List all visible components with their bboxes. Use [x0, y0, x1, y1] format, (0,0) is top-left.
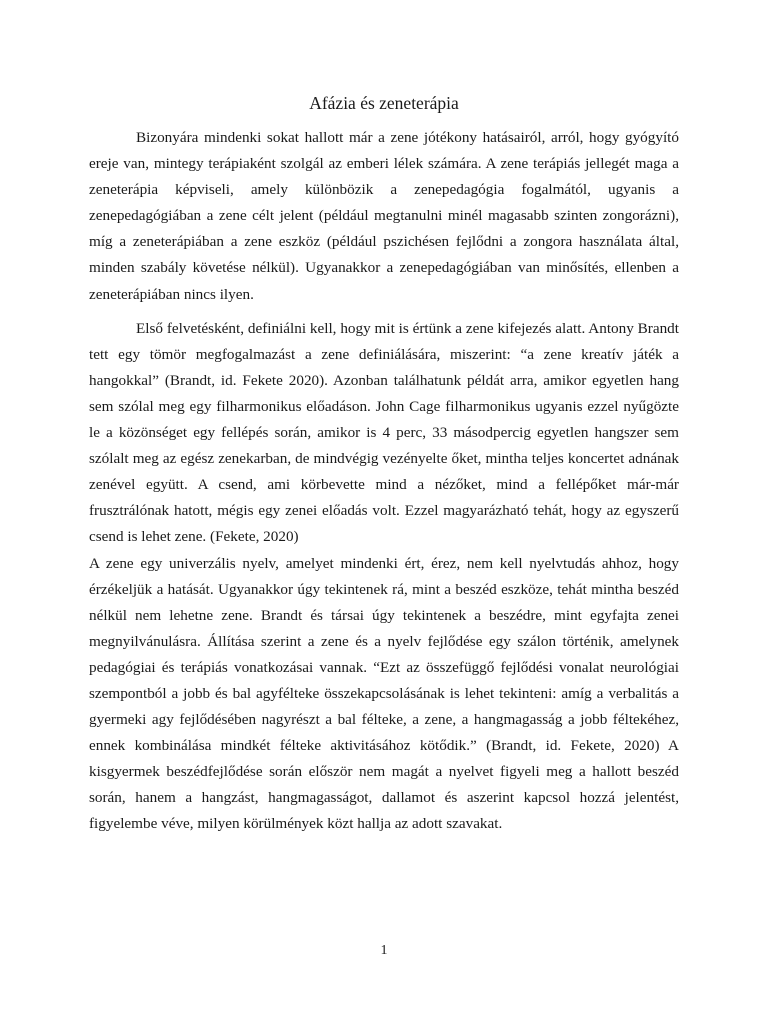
document-title: Afázia és zeneterápia	[309, 93, 459, 113]
paragraph-language: A zene egy univerzális nyelv, amelyet mindenki ért, érez, nem kell nyelvtudás ahhoz, hogy érzékeljük a hatását. Ugyanakkor úgy tekintenek rá, mint a beszéd eszköze, tehát mintha beszéd nélkül nem lehetne zene. Brandt és társai úgy tekintenek a beszédre, mint egyfajta zenei megnyilvánulásra. Állítása szerint a zene és a nyelv fejlődése egy szálon történik, amelynek pedagógiai és terápiás vonatkozásai vannak. “Ezt az összefüggő fejlődési vonalat neurológiai szempontból a jobb és bal agyfélteke összekapcsolásának is lehet tekinteni: amíg a verbalitás a gyermeki agy fejlődésében nagyrészt a bal félteke, a zene, a hangmagasság a jobb féltekéhez, ennek kombinálása mindkét félteke aktivitásához kötődik.” (Brandt, id. Fekete, 2020) A kisgyermek beszédfejlődése során először nem magát a nyelvet figyeli meg a hallott beszéd során, hanem a hangzást, hangmagasságot, dallamot és aszerint kapcsol hozzá jelentést, figyelembe véve, milyen körülmények közt hallja az adott szavakat.	[89, 554, 679, 833]
paragraph-intro: Bizonyára mindenki sokat hallott már a zene jótékony hatásairól, arról, hogy gyógyító ereje van, mintegy terápiaként szolgál az emberi lélek számára. A zene terápiás jellegét maga a zeneterápia képviseli, amely különbözik a zenepedagógia fogalmától, ugyanis a zenepedagógiában a zene célt jelent (például megtanulni minél magasabb szinten zongorázni), míg a zeneterápiában a zene eszköz (például pszichésen fejlődni a zongora használata által, minden szabály követése nélkül). Ugyanakkor a zenepedagógiában van minősítés, ellenben a zeneterápiában nincs ilyen.	[89, 129, 679, 303]
page-body	[89, 90, 679, 838]
page-number: 1	[380, 943, 388, 958]
paragraph-definition: Első felvetésként, definiálni kell, hogy mit is értünk a zene kifejezés alatt. Antony Brandt tett egy tömör megfogalmazást a zene definiálására, miszerint: “a zene kreatív játék a hangokkal” (Brandt, id. Fekete 2020). Azonban találhatunk példát arra, amikor egyetlen hang sem szólal meg egy filharmonikus előadáson. John Cage filharmonikus ugyanis ezzel nyűgözte le a közönséget egy fellépés során, amikor is 4 perc, 33 másodpercig egyetlen hangszer sem szólalt meg az egész zenekarban, de mindvégig vezényelte őket, mintha teljes koncertet adnának zenével együtt. A csend, ami körbevette mind a nézőket, mind a fellépőket már-már frusztrálónak hatott, mégis egy zenei előadás volt. Ezzel magyarázható tehát, hogy az egyszerű csend is lehet zene. (Fekete, 2020)	[89, 319, 679, 546]
